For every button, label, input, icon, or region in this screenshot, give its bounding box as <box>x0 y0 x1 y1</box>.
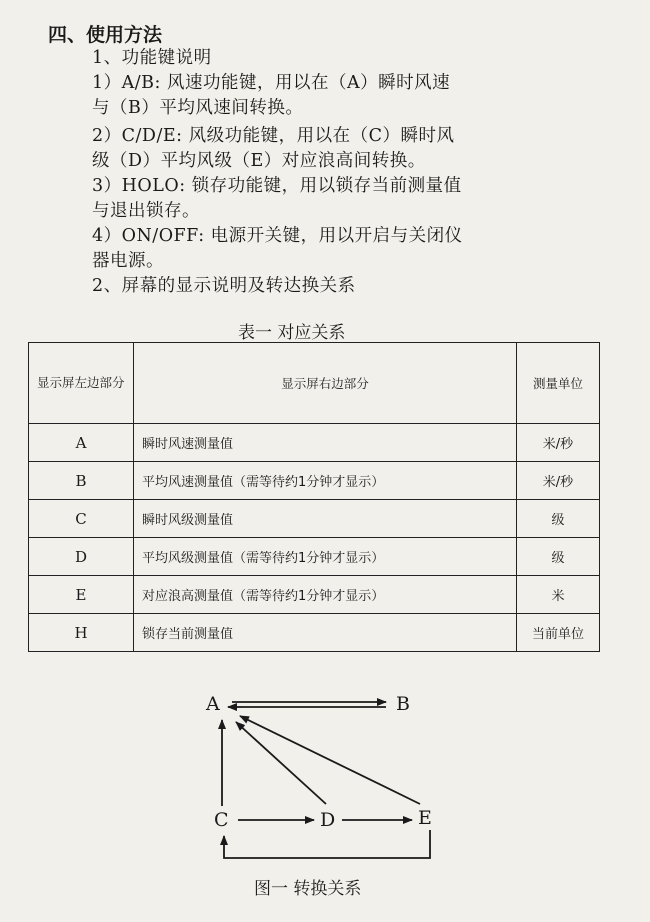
line-screen-display: 2、屏幕的显示说明及转达换关系 <box>92 276 356 296</box>
line-key-holo: 3）HOLO: 锁存功能键，用以锁存当前测量值 <box>92 176 462 196</box>
line-key-onoff: 4）ON/OFF: 电源开关键，用以开启与关闭仪 <box>92 226 463 246</box>
correspondence-table <box>28 342 600 652</box>
line-function-keys: 1、功能键说明 <box>92 48 212 68</box>
row-unit: 级 <box>517 538 600 576</box>
arrow-e-to-c <box>224 830 430 858</box>
header-left-part: 显示屏左边部分 <box>29 343 134 424</box>
table-row <box>29 462 600 500</box>
table-row <box>29 424 600 462</box>
row-desc: 瞬时风速测量值 <box>134 424 517 462</box>
line-key-ab: 1）A/B: 风速功能键，用以在（A）瞬时风速 <box>92 73 451 93</box>
line-key-onoff-cont: 器电源。 <box>92 251 164 271</box>
row-unit: 米/秒 <box>517 424 600 462</box>
line-key-cde-cont: 级（D）平均风级（E）对应浪高间转换。 <box>92 151 426 171</box>
section-title: 四、使用方法 <box>48 24 163 46</box>
row-desc: 平均风级测量值（需等待约1分钟才显示） <box>134 538 517 576</box>
table-row <box>29 614 600 652</box>
line-key-holo-cont: 与退出锁存。 <box>92 201 200 221</box>
node-d: D <box>320 809 336 831</box>
row-unit: 当前单位 <box>517 614 600 652</box>
table-header-row <box>29 343 600 424</box>
row-key: E <box>29 576 134 614</box>
node-e: E <box>418 807 432 829</box>
row-desc: 锁存当前测量值 <box>134 614 517 652</box>
arrow-e-to-a <box>240 716 420 804</box>
node-b: B <box>396 693 410 715</box>
header-unit: 测量单位 <box>517 343 600 424</box>
node-a: A <box>206 693 220 715</box>
row-desc: 对应浪高测量值（需等待约1分钟才显示） <box>134 576 517 614</box>
line-key-cde: 2）C/D/E: 风级功能键，用以在（C）瞬时风 <box>92 126 455 146</box>
row-desc: 瞬时风级测量值 <box>134 500 517 538</box>
header-right-part: 显示屏右边部分 <box>134 343 517 424</box>
row-desc: 平均风速测量值（需等待约1分钟才显示） <box>134 462 517 500</box>
conversion-diagram <box>180 680 470 870</box>
row-unit: 米 <box>517 576 600 614</box>
row-key: A <box>29 424 134 462</box>
row-key: D <box>29 538 134 576</box>
row-key: B <box>29 462 134 500</box>
node-c: C <box>214 809 229 831</box>
arrow-d-to-a <box>236 722 326 804</box>
diagram-caption: 图一 转换关系 <box>254 879 362 899</box>
line-key-ab-cont: 与（B）平均风速间转换。 <box>92 98 304 118</box>
table-caption: 表一 对应关系 <box>238 323 346 343</box>
row-unit: 米/秒 <box>517 462 600 500</box>
row-key: C <box>29 500 134 538</box>
table-row <box>29 538 600 576</box>
row-key: H <box>29 614 134 652</box>
row-unit: 级 <box>517 500 600 538</box>
table-row <box>29 500 600 538</box>
table-row <box>29 576 600 614</box>
